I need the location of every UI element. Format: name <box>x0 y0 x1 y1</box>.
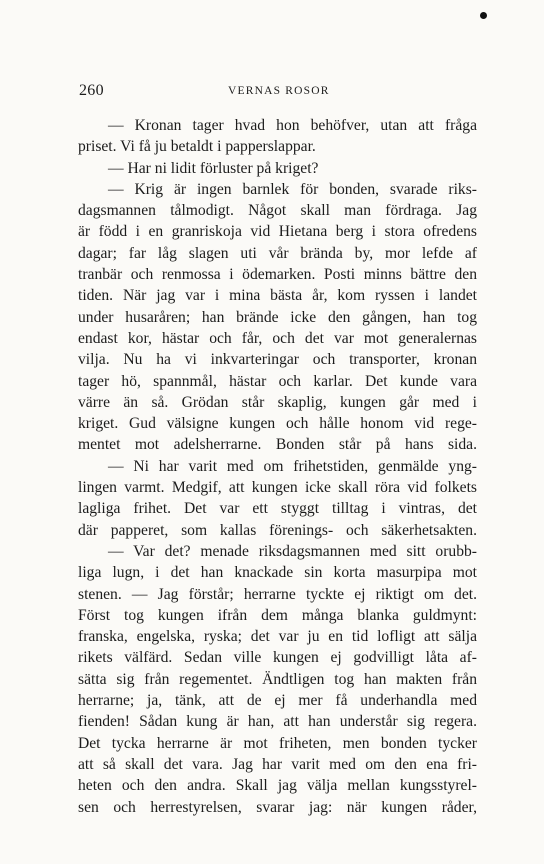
text-line: endast kor, hästar och får, och det var mot generalernas <box>78 329 477 347</box>
text-line: värre än så. Grödan står skaplig, kungen går med i <box>78 393 477 411</box>
text-line: — Kronan tager hvad hon behöfver, utan att fråga <box>108 117 477 134</box>
text-line: är född i en granriskoja vid Hietana berg i stora ofredens <box>78 223 477 241</box>
text-line: tiden. När jag var i mina bästa år, kom ryssen i landet <box>78 287 477 305</box>
text-line: där papperet, som kallas förenings- och säkerhetsakten. <box>78 521 477 539</box>
body-text <box>78 115 477 818</box>
text-line: — Ni har varit med om frihetstiden, genmälde yng- <box>108 457 477 475</box>
text-line: — Har ni lidit förluster på kriget? <box>108 159 319 177</box>
text-line: priset. Vi få ju betaldt i papperslappar. <box>78 138 316 156</box>
text-line: sätta sig från regementet. Ändtligen tog han makten från <box>78 670 477 688</box>
text-line: kriget. Gud välsigne kungen och hålle honom vid rege- <box>78 415 477 433</box>
running-head <box>0 82 544 102</box>
text-line: Det tycka herrarne är mot friheten, men bonden tycker <box>78 734 477 752</box>
text-line: dagar; far låg slagen uti vår brända by, mor lefde af <box>78 244 477 262</box>
ink-speck <box>480 12 487 19</box>
text-line: liga lugn, i det han knackade sin korta masurpipa mot <box>78 564 477 582</box>
text-line: Först tog kungen ifrån dem många blanka guldmynt: <box>78 606 477 624</box>
text-line: dagsmannen tålmodigt. Något skall man fördraga. Jag <box>78 202 477 220</box>
text-line: under husaråren; han brände icke den gången, han tog <box>78 308 477 326</box>
text-line: — Krig är ingen barnlek för bonden, svarade riks- <box>108 180 477 198</box>
text-line: herrarne; ja, tänk, att de ej mer få underhandla med <box>78 692 477 710</box>
text-line: mentet mot adelsherrarne. Bonden står på hans sida. <box>78 436 477 454</box>
text-line: heten och den andra. Skall jag välja mellan kungsstyrel- <box>78 777 477 795</box>
text-line: att så skall det vara. Jag har varit med om den ena fri- <box>78 755 477 773</box>
page-number: 260 <box>79 82 104 99</box>
text-line: sen och herrestyrelsen, svarar jag: när kungen råder, <box>78 798 477 816</box>
text-line: lingen varmt. Medgif, att kungen icke skall röra vid folkets <box>78 479 477 497</box>
text-line: fienden! Sådan kung är han, att han understår sig regera. <box>78 713 477 731</box>
text-line: — Var det? menade riksdagsmannen med sitt orubb- <box>108 542 477 560</box>
text-line: tranbär och renmossa i ödemarken. Posti minns bättre den <box>78 266 477 284</box>
text-line: tager hö, spannmål, hästar och karlar. Det kunde vara <box>78 372 477 390</box>
running-title: VERNAS ROSOR <box>228 85 330 97</box>
text-line: stenen. — Jag förstår; herrarne tyckte ej riktigt om det. <box>78 585 477 603</box>
text-line: lagliga frihet. Det var ett styggt tilltag i vintras, det <box>78 500 477 518</box>
text-line: vilja. Nu ha vi inkvarteringar och transporter, kronan <box>78 351 477 369</box>
text-line: franska, engelska, ryska; det var ju en tid lofligt att sälja <box>78 628 477 646</box>
text-line: rikets välfärd. Sedan ville kungen ej godvilligt låta af- <box>78 649 477 667</box>
